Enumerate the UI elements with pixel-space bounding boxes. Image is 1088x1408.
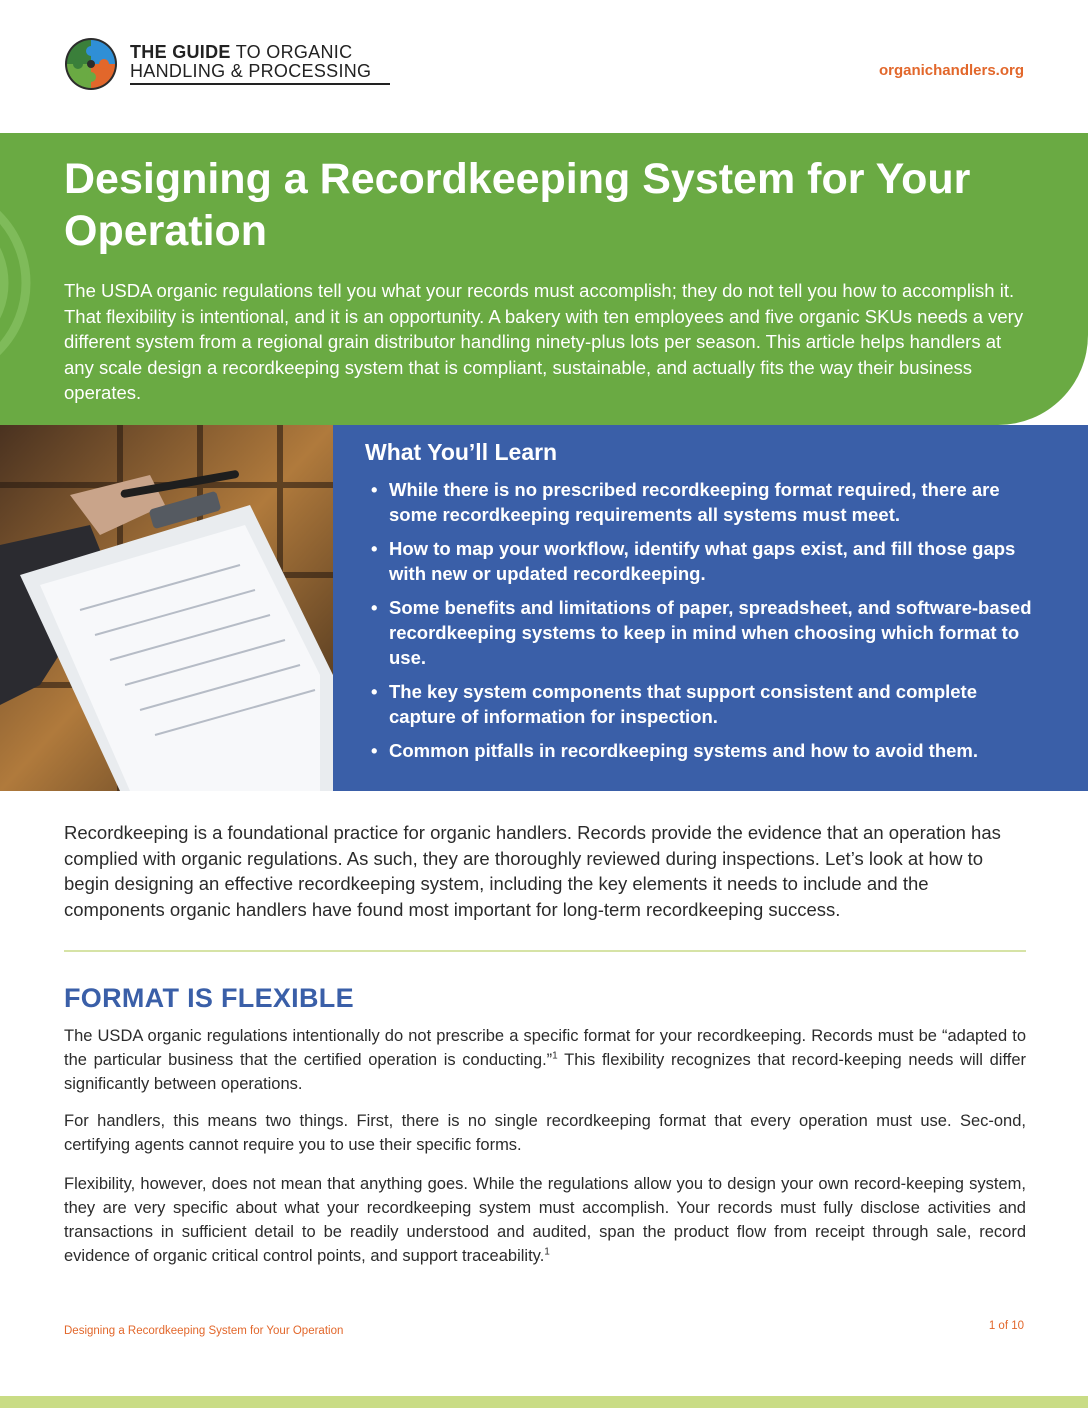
intro-paragraph: The USDA organic regulations tell you what your records must accomplish; they do not tell you how to accomplish it. That flexibility is intentional, and it is an opportunity. A bakery with ten employees and five organic SKUs needs a very different system from a regional grain distributor handling ninety-plus lots per season. This article helps handlers at any scale design a recordkeeping system that is compliant, sustainable, and actually fits the way their business operates.	[64, 280, 1024, 403]
footer-color-bar	[0, 1396, 1088, 1408]
learn-item: • While there is no prescribed recordkeeping format required, there are some recordkeeping requirements all systems must meet.	[365, 477, 1045, 527]
page-number: 1 of 10	[988, 1320, 1024, 1332]
body-paragraph-3: Flexibility, however, does not mean that anything goes. While the regulations allow you to design your own record-keeping system, they are very specific about what your recordkeeping system must accomplish. Your records must fully disclose activities and transactions in sufficient detail to be readily understood and audited, span the product flow from receipt through sale, record evidence of organic critical control points, and support traceability.$^1$	[64, 1175, 1026, 1265]
what-youll-learn-box	[333, 425, 1088, 791]
logo-wordmark	[130, 43, 390, 85]
learn-item: • Common pitfalls in recordkeeping systems and how to avoid them.	[365, 738, 1045, 763]
learn-item: • Some benefits and limitations of paper, spreadsheet, and software-based recordkeeping systems to keep in mind when choosing which format to use.	[365, 595, 1045, 670]
title-banner	[0, 133, 1088, 425]
clipboard-photo	[0, 425, 333, 791]
decorative-rings-graphic	[0, 153, 40, 413]
learn-item: • The key system components that support consistent and complete capture of information for inspection.	[365, 679, 1045, 729]
footnote-ref[interactable]: 1	[552, 1050, 558, 1062]
logo-underline	[130, 83, 390, 85]
learn-item: • How to map your workflow, identify what gaps exist, and fill those gaps with new or updated recordkeeping.	[365, 536, 1045, 586]
puzzle-globe-icon	[64, 37, 118, 91]
footer-doc-title: Designing a Recordkeeping System for Your Operation	[64, 1325, 344, 1337]
logo-line-2: HANDLING & PROCESSING	[130, 61, 372, 81]
site-url-link[interactable]: organichandlers.org	[878, 62, 1024, 79]
logo-line-1: THE GUIDE TO ORGANIC	[130, 42, 353, 62]
body-paragraph-2: For handlers, this means two things. First, there is no single recordkeeping format that every operation must use. Sec-ond, certifying agents cannot require you to use their specific forms.	[64, 1112, 1026, 1154]
lead-paragraph: Recordkeeping is a foundational practice for organic handlers. Records provide the evidence that an operation has complied with organic regulations. As such, they are thoroughly reviewed during inspections. Let’s look at how to begin designing an effective recordkeeping system, including the key elements it needs to include and the components organic handlers have found most important for long-term recordkeeping success.	[64, 822, 1001, 920]
section-heading: FORMAT IS FLEXIBLE	[64, 983, 354, 1013]
guide-logo[interactable]	[64, 37, 390, 91]
body-paragraph-1: The USDA organic regulations intentionally do not prescribe a specific format for your recordkeeping. Records must be “adapted to the particular business that the certified operation is conducting.”$^1$ This flexibility recognizes that record-keeping needs will differ significantly between operations.	[64, 1027, 1026, 1093]
section-divider	[64, 950, 1026, 952]
learn-list	[365, 477, 1045, 772]
clipboard-illustration	[0, 425, 333, 791]
learn-box-title: What You’ll Learn	[365, 439, 558, 465]
page-title: Designing a Recordkeeping System for Your Operation	[64, 155, 971, 255]
page-header	[0, 0, 1088, 133]
footnote-ref[interactable]: 1	[544, 1246, 550, 1258]
